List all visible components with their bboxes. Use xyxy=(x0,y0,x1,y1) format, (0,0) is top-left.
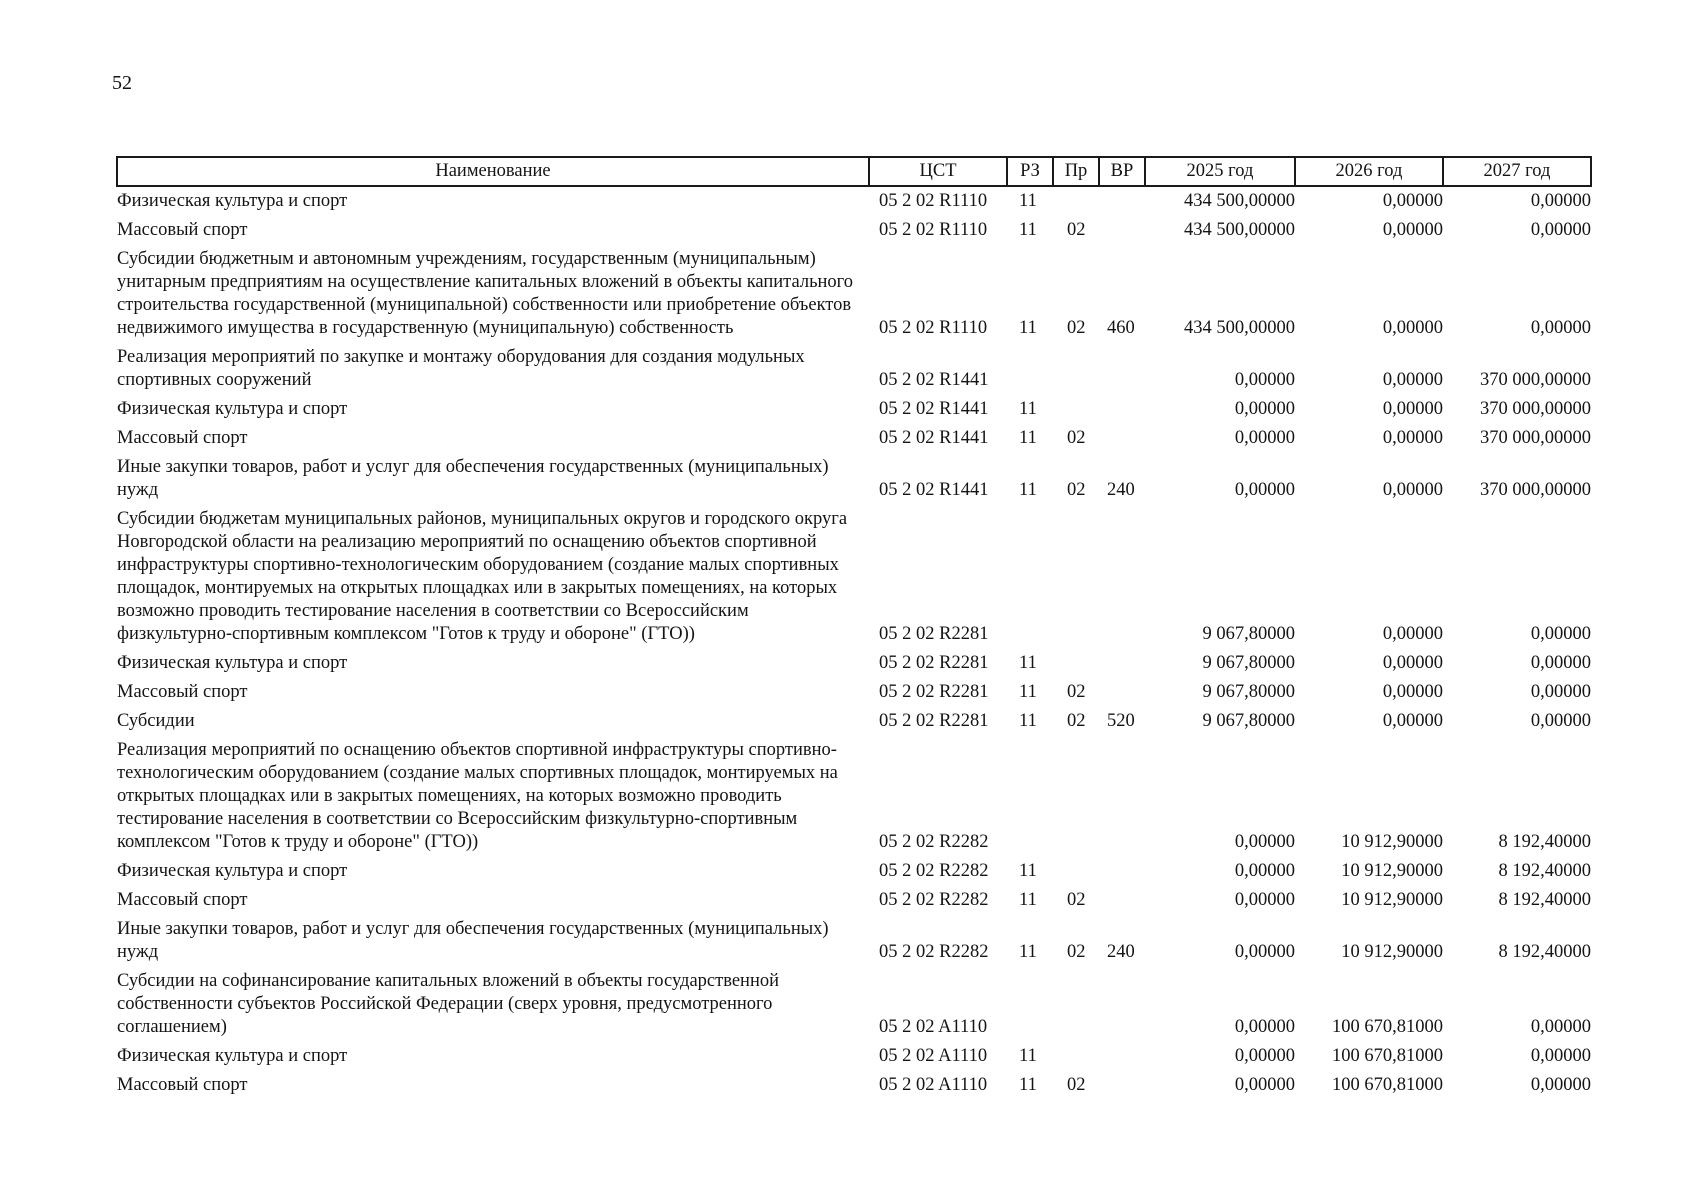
row-2025-cell: 9 067,80000 xyxy=(1202,711,1295,731)
row-2027-cell: 0,00000 xyxy=(1530,1046,1591,1066)
column-header-rz: РЗ xyxy=(1007,157,1053,186)
row-2026-cell: 0,00000 xyxy=(1382,191,1443,211)
row-2026-cell: 10 912,90000 xyxy=(1341,890,1443,910)
row-pr-cell: 02 xyxy=(1067,1075,1086,1095)
row-name-cell: Субсидии на софинансирование капитальных вложений в объекты государственной собственности субъектов Российской Федерации (сверх уровня, предусмотренного соглашением) xyxy=(117,971,779,1037)
row-rz-cell: 11 xyxy=(1019,428,1037,448)
row-2025-cell: 0,00000 xyxy=(1234,861,1295,881)
row-2026-cell: 0,00000 xyxy=(1382,624,1443,644)
row-pr-cell xyxy=(1053,1042,1099,1071)
row-name-cell: Реализация мероприятий по оснащению объектов спортивной инфраструктуры спортивно-технологическим оборудованием (создание малых спортивных площадок, монтируемых на открытых площадках или в закрытых помещениях, на которых возможно проводить тестирование населения в соответствии со Всероссийским физкультурно-спортивным комплексом "Готов к труду и обороне" (ГТО)) xyxy=(117,740,838,852)
row-2025-cell: 9 067,80000 xyxy=(1202,653,1295,673)
row-vr-cell: 240 xyxy=(1107,942,1135,962)
row-name-cell: Реализация мероприятий по закупке и монтажу оборудования для создания модульных спортивных сооружений xyxy=(117,347,805,390)
row-cst-cell: 05 2 02 R2282 xyxy=(879,832,989,852)
column-header-2025: 2025 год xyxy=(1145,157,1295,186)
table-row xyxy=(117,216,1591,245)
row-2027-cell: 0,00000 xyxy=(1530,711,1591,731)
page-number: 52 xyxy=(112,72,132,94)
table-row xyxy=(117,967,1591,1042)
row-2026-cell: 100 670,81000 xyxy=(1332,1075,1443,1095)
row-pr-cell: 02 xyxy=(1067,942,1086,962)
row-cst-cell: 05 2 02 R2281 xyxy=(879,653,989,673)
row-2025-cell: 9 067,80000 xyxy=(1202,682,1295,702)
row-2027-cell: 0,00000 xyxy=(1530,220,1591,240)
row-2025-cell: 0,00000 xyxy=(1234,942,1295,962)
row-name-cell: Физическая культура и спорт xyxy=(117,861,348,881)
row-rz-cell: 11 xyxy=(1019,220,1037,240)
row-name-cell: Массовый спорт xyxy=(117,220,248,240)
row-2025-cell: 0,00000 xyxy=(1234,370,1295,390)
row-cst-cell: 05 2 02 R1441 xyxy=(879,428,989,448)
row-rz-cell: 11 xyxy=(1019,1075,1037,1095)
row-cst-cell: 05 2 02 R2282 xyxy=(879,942,989,962)
row-pr-cell xyxy=(1053,186,1099,216)
row-2027-cell: 0,00000 xyxy=(1530,1017,1591,1037)
column-header-2027: 2027 год xyxy=(1443,157,1591,186)
row-2025-cell: 434 500,00000 xyxy=(1184,191,1295,211)
table-row xyxy=(117,649,1591,678)
row-pr-cell xyxy=(1053,343,1099,395)
row-rz-cell: 11 xyxy=(1019,191,1037,211)
row-vr-cell xyxy=(1099,395,1145,424)
row-2026-cell: 0,00000 xyxy=(1382,399,1443,419)
row-cst-cell: 05 2 02 R1441 xyxy=(879,370,989,390)
row-name-cell: Массовый спорт xyxy=(117,890,248,910)
table-row xyxy=(117,736,1591,857)
row-2025-cell: 434 500,00000 xyxy=(1184,318,1295,338)
row-vr-cell xyxy=(1099,186,1145,216)
row-2026-cell: 0,00000 xyxy=(1382,428,1443,448)
row-pr-cell xyxy=(1053,649,1099,678)
row-cst-cell: 05 2 02 R1110 xyxy=(879,318,988,338)
column-header-name: Наименование xyxy=(117,157,869,186)
row-2025-cell: 0,00000 xyxy=(1234,1017,1295,1037)
row-name-cell: Физическая культура и спорт xyxy=(117,191,348,211)
row-rz-cell: 11 xyxy=(1019,682,1037,702)
row-cst-cell: 05 2 02 R2281 xyxy=(879,624,989,644)
row-2026-cell: 100 670,81000 xyxy=(1332,1046,1443,1066)
row-vr-cell: 460 xyxy=(1107,318,1135,338)
row-pr-cell: 02 xyxy=(1067,480,1086,500)
row-pr-cell xyxy=(1053,395,1099,424)
row-2027-cell: 370 000,00000 xyxy=(1480,399,1591,419)
row-name-cell: Субсидии xyxy=(117,711,195,731)
row-2025-cell: 9 067,80000 xyxy=(1202,624,1295,644)
row-vr-cell xyxy=(1099,343,1145,395)
row-cst-cell: 05 2 02 R1441 xyxy=(879,480,989,500)
row-cst-cell: 05 2 02 R2281 xyxy=(879,682,989,702)
row-2026-cell: 0,00000 xyxy=(1382,653,1443,673)
row-vr-cell xyxy=(1099,1042,1145,1071)
row-rz-cell xyxy=(1007,736,1053,857)
row-rz-cell: 11 xyxy=(1019,890,1037,910)
row-pr-cell xyxy=(1053,857,1099,886)
budget-table xyxy=(116,156,1592,1100)
table-row xyxy=(117,1042,1591,1071)
row-cst-cell: 05 2 02 R1441 xyxy=(879,399,989,419)
row-cst-cell: 05 2 02 R1110 xyxy=(879,220,988,240)
row-2027-cell: 8 192,40000 xyxy=(1498,832,1591,852)
row-2025-cell: 0,00000 xyxy=(1234,1075,1295,1095)
row-vr-cell xyxy=(1099,216,1145,245)
column-header-pr: Пр xyxy=(1053,157,1099,186)
row-2027-cell: 0,00000 xyxy=(1530,191,1591,211)
row-2026-cell: 10 912,90000 xyxy=(1341,832,1443,852)
row-name-cell: Массовый спорт xyxy=(117,428,248,448)
row-rz-cell: 11 xyxy=(1019,861,1037,881)
row-vr-cell: 240 xyxy=(1107,480,1135,500)
row-cst-cell: 05 2 02 R1110 xyxy=(879,191,988,211)
row-vr-cell xyxy=(1099,1071,1145,1100)
row-vr-cell xyxy=(1099,736,1145,857)
row-pr-cell xyxy=(1053,967,1099,1042)
row-vr-cell xyxy=(1099,886,1145,915)
row-rz-cell xyxy=(1007,343,1053,395)
row-2027-cell: 0,00000 xyxy=(1530,318,1591,338)
row-2027-cell: 8 192,40000 xyxy=(1498,861,1591,881)
row-2027-cell: 0,00000 xyxy=(1530,682,1591,702)
row-pr-cell xyxy=(1053,736,1099,857)
row-vr-cell xyxy=(1099,505,1145,649)
column-header-cst: ЦСТ xyxy=(869,157,1007,186)
row-2026-cell: 0,00000 xyxy=(1382,682,1443,702)
row-vr-cell: 520 xyxy=(1107,711,1135,731)
row-2026-cell: 0,00000 xyxy=(1382,711,1443,731)
row-pr-cell xyxy=(1053,505,1099,649)
row-2027-cell: 0,00000 xyxy=(1530,624,1591,644)
row-pr-cell: 02 xyxy=(1067,711,1086,731)
row-rz-cell: 11 xyxy=(1019,653,1037,673)
row-2027-cell: 0,00000 xyxy=(1530,653,1591,673)
row-vr-cell xyxy=(1099,678,1145,707)
row-2026-cell: 0,00000 xyxy=(1382,220,1443,240)
row-2025-cell: 0,00000 xyxy=(1234,890,1295,910)
row-name-cell: Иные закупки товаров, работ и услуг для обеспечения государственных (муниципальных) нужд xyxy=(117,919,829,962)
row-name-cell: Иные закупки товаров, работ и услуг для обеспечения государственных (муниципальных) нужд xyxy=(117,457,829,500)
row-vr-cell xyxy=(1099,424,1145,453)
row-cst-cell: 05 2 02 A1110 xyxy=(879,1075,988,1095)
table-row xyxy=(117,857,1591,886)
row-cst-cell: 05 2 02 A1110 xyxy=(879,1046,988,1066)
row-cst-cell: 05 2 02 R2282 xyxy=(879,861,989,881)
row-cst-cell: 05 2 02 R2282 xyxy=(879,890,989,910)
row-name-cell: Субсидии бюджетам муниципальных районов, муниципальных округов и городского округа Новгородской области на реализацию мероприятий по оснащению объектов спортивной инфраструктуры спортивно-технологическим оборудованием (создание малых спортивных площадок, монтируемых на открытых площадках или в закрытых помещениях, на которых возможно проводить тестирование населения в соответствии со Всероссийским физкультурно-спортивным комплексом "Готов к труду и обороне" (ГТО)) xyxy=(117,509,848,644)
table-row xyxy=(117,678,1591,707)
row-2025-cell: 0,00000 xyxy=(1234,428,1295,448)
table-row xyxy=(117,707,1591,736)
row-rz-cell: 11 xyxy=(1019,711,1037,731)
row-2025-cell: 434 500,00000 xyxy=(1184,220,1295,240)
row-2026-cell: 10 912,90000 xyxy=(1341,861,1443,881)
row-pr-cell: 02 xyxy=(1067,682,1086,702)
row-rz-cell xyxy=(1007,505,1053,649)
row-name-cell: Массовый спорт xyxy=(117,1075,248,1095)
column-header-2026: 2026 год xyxy=(1295,157,1443,186)
table-header-row xyxy=(117,157,1591,186)
row-2026-cell: 10 912,90000 xyxy=(1341,942,1443,962)
row-2025-cell: 0,00000 xyxy=(1234,832,1295,852)
row-2027-cell: 8 192,40000 xyxy=(1498,942,1591,962)
row-name-cell: Массовый спорт xyxy=(117,682,248,702)
row-2026-cell: 0,00000 xyxy=(1382,480,1443,500)
row-cst-cell: 05 2 02 A1110 xyxy=(879,1017,988,1037)
row-2027-cell: 370 000,00000 xyxy=(1480,428,1591,448)
row-cst-cell: 05 2 02 R2281 xyxy=(879,711,989,731)
table-row xyxy=(117,453,1591,505)
table-row xyxy=(117,343,1591,395)
table-row xyxy=(117,505,1591,649)
row-2027-cell: 370 000,00000 xyxy=(1480,370,1591,390)
row-2026-cell: 100 670,81000 xyxy=(1332,1017,1443,1037)
row-2025-cell: 0,00000 xyxy=(1234,1046,1295,1066)
table-row xyxy=(117,186,1591,216)
row-rz-cell xyxy=(1007,967,1053,1042)
row-2025-cell: 0,00000 xyxy=(1234,399,1295,419)
row-name-cell: Физическая культура и спорт xyxy=(117,399,348,419)
row-2027-cell: 8 192,40000 xyxy=(1498,890,1591,910)
row-2027-cell: 370 000,00000 xyxy=(1480,480,1591,500)
row-name-cell: Субсидии бюджетным и автономным учреждениям, государственным (муниципальным) унитарным предприятиям на осуществление капитальных вложений в объекты капитального строительства государственной (муниципальной) собственности или приобретение объектов недвижимого имущества в государственную (муниципальную) собственность xyxy=(117,249,854,338)
row-rz-cell: 11 xyxy=(1019,399,1037,419)
row-rz-cell: 11 xyxy=(1019,318,1037,338)
row-pr-cell: 02 xyxy=(1067,428,1086,448)
row-vr-cell xyxy=(1099,967,1145,1042)
row-pr-cell: 02 xyxy=(1067,890,1086,910)
row-2026-cell: 0,00000 xyxy=(1382,370,1443,390)
row-rz-cell: 11 xyxy=(1019,942,1037,962)
table-row xyxy=(117,424,1591,453)
row-pr-cell: 02 xyxy=(1067,220,1086,240)
table-row xyxy=(117,915,1591,967)
table-row xyxy=(117,1071,1591,1100)
table-body xyxy=(117,186,1591,1100)
row-2027-cell: 0,00000 xyxy=(1530,1075,1591,1095)
row-vr-cell xyxy=(1099,649,1145,678)
row-2026-cell: 0,00000 xyxy=(1382,318,1443,338)
table-row xyxy=(117,886,1591,915)
column-header-vr: ВР xyxy=(1099,157,1145,186)
row-2025-cell: 0,00000 xyxy=(1234,480,1295,500)
row-vr-cell xyxy=(1099,857,1145,886)
row-pr-cell: 02 xyxy=(1067,318,1086,338)
row-rz-cell: 11 xyxy=(1019,480,1037,500)
row-name-cell: Физическая культура и спорт xyxy=(117,653,348,673)
table-row xyxy=(117,245,1591,343)
row-name-cell: Физическая культура и спорт xyxy=(117,1046,348,1066)
table-row xyxy=(117,395,1591,424)
row-rz-cell: 11 xyxy=(1019,1046,1037,1066)
